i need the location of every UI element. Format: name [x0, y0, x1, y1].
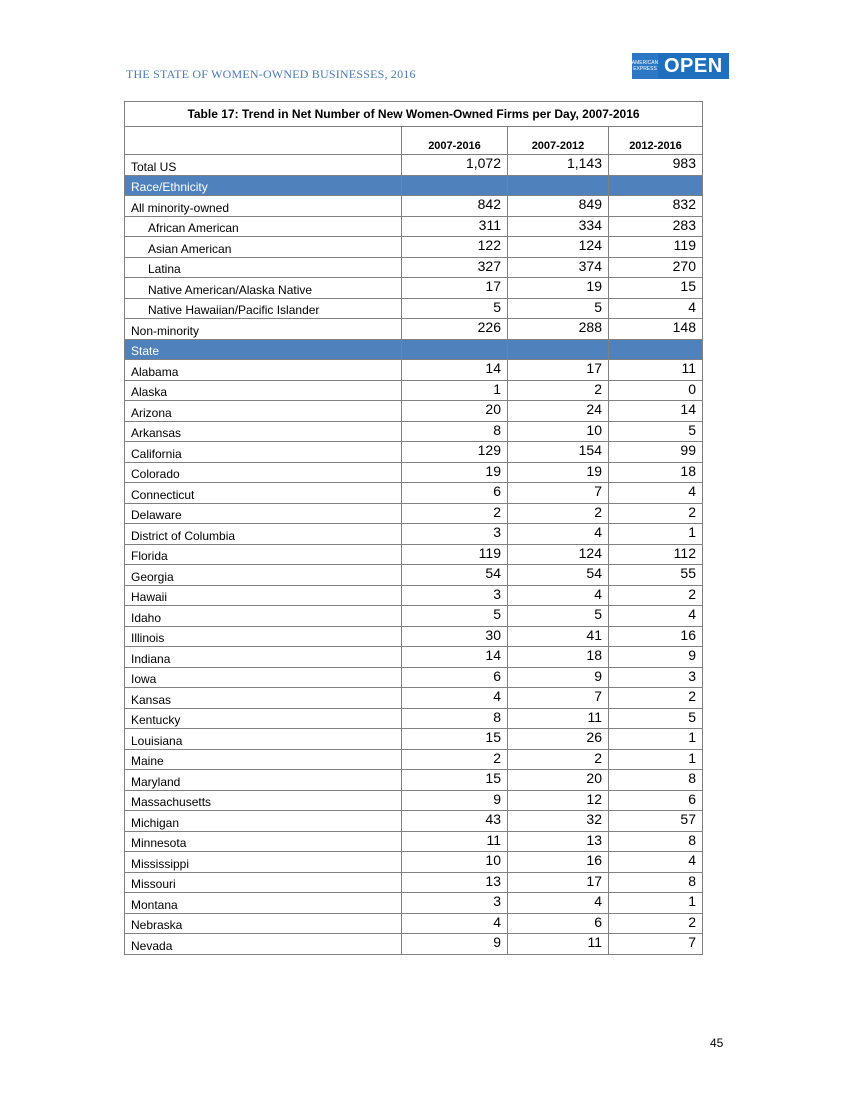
- value-cell: 54: [508, 565, 609, 586]
- value-cell: 15: [402, 770, 508, 791]
- data-table: [124, 101, 703, 955]
- value-cell: 19: [508, 278, 609, 299]
- table-row: [125, 893, 703, 914]
- section-row: [125, 175, 703, 196]
- row-label: California: [125, 442, 402, 463]
- table-row: [125, 811, 703, 832]
- value-cell: 2: [402, 749, 508, 770]
- value-cell: 4: [609, 483, 703, 504]
- row-label: Native American/Alaska Native: [125, 278, 402, 299]
- value-cell: 270: [609, 257, 703, 278]
- value-cell: 11: [609, 360, 703, 381]
- value-cell: [402, 339, 508, 360]
- value-cell: 3: [609, 667, 703, 688]
- value-cell: [508, 339, 609, 360]
- value-cell: 11: [402, 831, 508, 852]
- row-label: Delaware: [125, 503, 402, 524]
- value-cell: 24: [508, 401, 609, 422]
- value-cell: 15: [609, 278, 703, 299]
- value-cell: 10: [402, 852, 508, 873]
- table-row: [125, 196, 703, 217]
- value-cell: 327: [402, 257, 508, 278]
- value-cell: 374: [508, 257, 609, 278]
- value-cell: 6: [402, 667, 508, 688]
- table-row: [125, 708, 703, 729]
- table-row: [125, 544, 703, 565]
- value-cell: 1,072: [402, 155, 508, 176]
- value-cell: 4: [609, 606, 703, 627]
- table-row: [125, 380, 703, 401]
- table-row: [125, 462, 703, 483]
- table-row: [125, 934, 703, 955]
- value-cell: 1: [609, 524, 703, 545]
- row-label: Massachusetts: [125, 790, 402, 811]
- table-row: [125, 585, 703, 606]
- value-cell: 849: [508, 196, 609, 217]
- value-cell: 54: [402, 565, 508, 586]
- table-row: [125, 606, 703, 627]
- value-cell: 12: [508, 790, 609, 811]
- value-cell: 57: [609, 811, 703, 832]
- table-row: [125, 298, 703, 319]
- row-label: Native Hawaiian/Pacific Islander: [125, 298, 402, 319]
- table-row: [125, 278, 703, 299]
- table-row: [125, 667, 703, 688]
- value-cell: 17: [508, 872, 609, 893]
- table-row: [125, 770, 703, 791]
- value-cell: 10: [508, 421, 609, 442]
- value-cell: 6: [609, 790, 703, 811]
- value-cell: 6: [402, 483, 508, 504]
- row-label: Alaska: [125, 380, 402, 401]
- row-label: Colorado: [125, 462, 402, 483]
- value-cell: 1: [402, 380, 508, 401]
- value-cell: 18: [508, 647, 609, 668]
- value-cell: 3: [402, 585, 508, 606]
- value-cell: 832: [609, 196, 703, 217]
- value-cell: 129: [402, 442, 508, 463]
- value-cell: 5: [609, 708, 703, 729]
- value-cell: 7: [508, 483, 609, 504]
- value-cell: 0: [609, 380, 703, 401]
- value-cell: 26: [508, 729, 609, 750]
- value-cell: 5: [402, 606, 508, 627]
- value-cell: 8: [609, 770, 703, 791]
- report-header-title: THE STATE OF WOMEN-OWNED BUSINESSES, 2016: [126, 67, 416, 81]
- value-cell: 14: [402, 360, 508, 381]
- row-label: Mississippi: [125, 852, 402, 873]
- row-label: Maine: [125, 749, 402, 770]
- value-cell: 4: [402, 688, 508, 709]
- row-label: Arizona: [125, 401, 402, 422]
- row-label: Iowa: [125, 667, 402, 688]
- value-cell: 283: [609, 216, 703, 237]
- value-cell: 55: [609, 565, 703, 586]
- value-cell: 226: [402, 319, 508, 340]
- row-label: Georgia: [125, 565, 402, 586]
- column-header: 2007-2012: [508, 127, 609, 155]
- value-cell: 3: [402, 893, 508, 914]
- amex-open-logo: [632, 53, 729, 79]
- value-cell: 13: [402, 872, 508, 893]
- value-cell: 9: [609, 647, 703, 668]
- table-row: [125, 237, 703, 258]
- value-cell: 17: [402, 278, 508, 299]
- value-cell: 19: [402, 462, 508, 483]
- value-cell: 7: [508, 688, 609, 709]
- value-cell: 3: [402, 524, 508, 545]
- table-row: [125, 913, 703, 934]
- value-cell: 288: [508, 319, 609, 340]
- table-row: [125, 626, 703, 647]
- value-cell: 18: [609, 462, 703, 483]
- value-cell: 32: [508, 811, 609, 832]
- value-cell: 4: [508, 524, 609, 545]
- row-label: Nebraska: [125, 913, 402, 934]
- value-cell: 2: [609, 503, 703, 524]
- value-cell: 5: [402, 298, 508, 319]
- row-label: District of Columbia: [125, 524, 402, 545]
- value-cell: 2: [609, 913, 703, 934]
- value-cell: 4: [508, 585, 609, 606]
- value-cell: 16: [508, 852, 609, 873]
- value-cell: 842: [402, 196, 508, 217]
- value-cell: 983: [609, 155, 703, 176]
- value-cell: 112: [609, 544, 703, 565]
- value-cell: 154: [508, 442, 609, 463]
- value-cell: 1: [609, 749, 703, 770]
- table-row: [125, 257, 703, 278]
- row-label: Latina: [125, 257, 402, 278]
- table-row: [125, 442, 703, 463]
- value-cell: 8: [609, 872, 703, 893]
- value-cell: 5: [508, 298, 609, 319]
- table-row: [125, 831, 703, 852]
- value-cell: 14: [402, 647, 508, 668]
- table-row: [125, 216, 703, 237]
- table-row: [125, 688, 703, 709]
- value-cell: 148: [609, 319, 703, 340]
- row-label: Idaho: [125, 606, 402, 627]
- table-row: [125, 729, 703, 750]
- row-label: Non-minority: [125, 319, 402, 340]
- section-label: Race/Ethnicity: [125, 175, 402, 196]
- row-label: Indiana: [125, 647, 402, 668]
- row-label: Connecticut: [125, 483, 402, 504]
- value-cell: 124: [508, 544, 609, 565]
- table-row: [125, 360, 703, 381]
- value-cell: 1: [609, 893, 703, 914]
- value-cell: 2: [609, 688, 703, 709]
- value-cell: 124: [508, 237, 609, 258]
- value-cell: 16: [609, 626, 703, 647]
- value-cell: 8: [402, 421, 508, 442]
- value-cell: 122: [402, 237, 508, 258]
- row-label: Michigan: [125, 811, 402, 832]
- row-label: Kentucky: [125, 708, 402, 729]
- value-cell: 14: [609, 401, 703, 422]
- value-cell: 5: [508, 606, 609, 627]
- value-cell: 2: [508, 380, 609, 401]
- row-label: African American: [125, 216, 402, 237]
- value-cell: 2: [508, 749, 609, 770]
- value-cell: 2: [402, 503, 508, 524]
- value-cell: 19: [508, 462, 609, 483]
- column-header: 2012-2016: [609, 127, 703, 155]
- table-row: [125, 565, 703, 586]
- value-cell: 311: [402, 216, 508, 237]
- table-row: [125, 749, 703, 770]
- value-cell: 119: [402, 544, 508, 565]
- table-row: [125, 790, 703, 811]
- page-number: 45: [710, 1036, 724, 1050]
- column-header: 2007-2016: [402, 127, 508, 155]
- row-label: Montana: [125, 893, 402, 914]
- value-cell: [609, 175, 703, 196]
- value-cell: 30: [402, 626, 508, 647]
- row-label: Maryland: [125, 770, 402, 791]
- value-cell: [402, 175, 508, 196]
- table-row: [125, 872, 703, 893]
- table-row: [125, 524, 703, 545]
- value-cell: 15: [402, 729, 508, 750]
- value-cell: 11: [508, 708, 609, 729]
- table-row: [125, 647, 703, 668]
- table-row: [125, 852, 703, 873]
- value-cell: 20: [402, 401, 508, 422]
- value-cell: 4: [402, 913, 508, 934]
- open-logo-text: OPEN: [658, 53, 729, 79]
- value-cell: 99: [609, 442, 703, 463]
- row-label: Hawaii: [125, 585, 402, 606]
- value-cell: 9: [402, 790, 508, 811]
- value-cell: [508, 175, 609, 196]
- value-cell: 2: [508, 503, 609, 524]
- value-cell: 2: [609, 585, 703, 606]
- row-label: Arkansas: [125, 421, 402, 442]
- row-label: Nevada: [125, 934, 402, 955]
- row-label: Illinois: [125, 626, 402, 647]
- value-cell: 5: [609, 421, 703, 442]
- value-cell: 1,143: [508, 155, 609, 176]
- section-label: State: [125, 339, 402, 360]
- value-cell: 119: [609, 237, 703, 258]
- value-cell: 8: [402, 708, 508, 729]
- table-row: [125, 319, 703, 340]
- table-title: Table 17: Trend in Net Number of New Women-Owned Firms per Day, 2007-2016: [125, 102, 703, 127]
- value-cell: 13: [508, 831, 609, 852]
- value-cell: 20: [508, 770, 609, 791]
- row-label: All minority-owned: [125, 196, 402, 217]
- value-cell: 9: [508, 667, 609, 688]
- value-cell: 4: [609, 852, 703, 873]
- value-cell: 17: [508, 360, 609, 381]
- row-label: Louisiana: [125, 729, 402, 750]
- value-cell: 1: [609, 729, 703, 750]
- value-cell: 4: [609, 298, 703, 319]
- value-cell: [609, 339, 703, 360]
- table-row: [125, 483, 703, 504]
- value-cell: 11: [508, 934, 609, 955]
- value-cell: 9: [402, 934, 508, 955]
- value-cell: 43: [402, 811, 508, 832]
- row-label: Florida: [125, 544, 402, 565]
- table-row: [125, 421, 703, 442]
- table-row: [125, 503, 703, 524]
- table-row: [125, 155, 703, 176]
- column-header-blank: [125, 127, 402, 155]
- table-row: [125, 401, 703, 422]
- value-cell: 334: [508, 216, 609, 237]
- value-cell: 41: [508, 626, 609, 647]
- value-cell: 8: [609, 831, 703, 852]
- value-cell: 7: [609, 934, 703, 955]
- section-row: [125, 339, 703, 360]
- row-label: Total US: [125, 155, 402, 176]
- row-label: Alabama: [125, 360, 402, 381]
- row-label: Kansas: [125, 688, 402, 709]
- row-label: Asian American: [125, 237, 402, 258]
- value-cell: 4: [508, 893, 609, 914]
- row-label: Minnesota: [125, 831, 402, 852]
- row-label: Missouri: [125, 872, 402, 893]
- value-cell: 6: [508, 913, 609, 934]
- amex-logo-mark: AMERICAN EXPRESS: [632, 53, 658, 79]
